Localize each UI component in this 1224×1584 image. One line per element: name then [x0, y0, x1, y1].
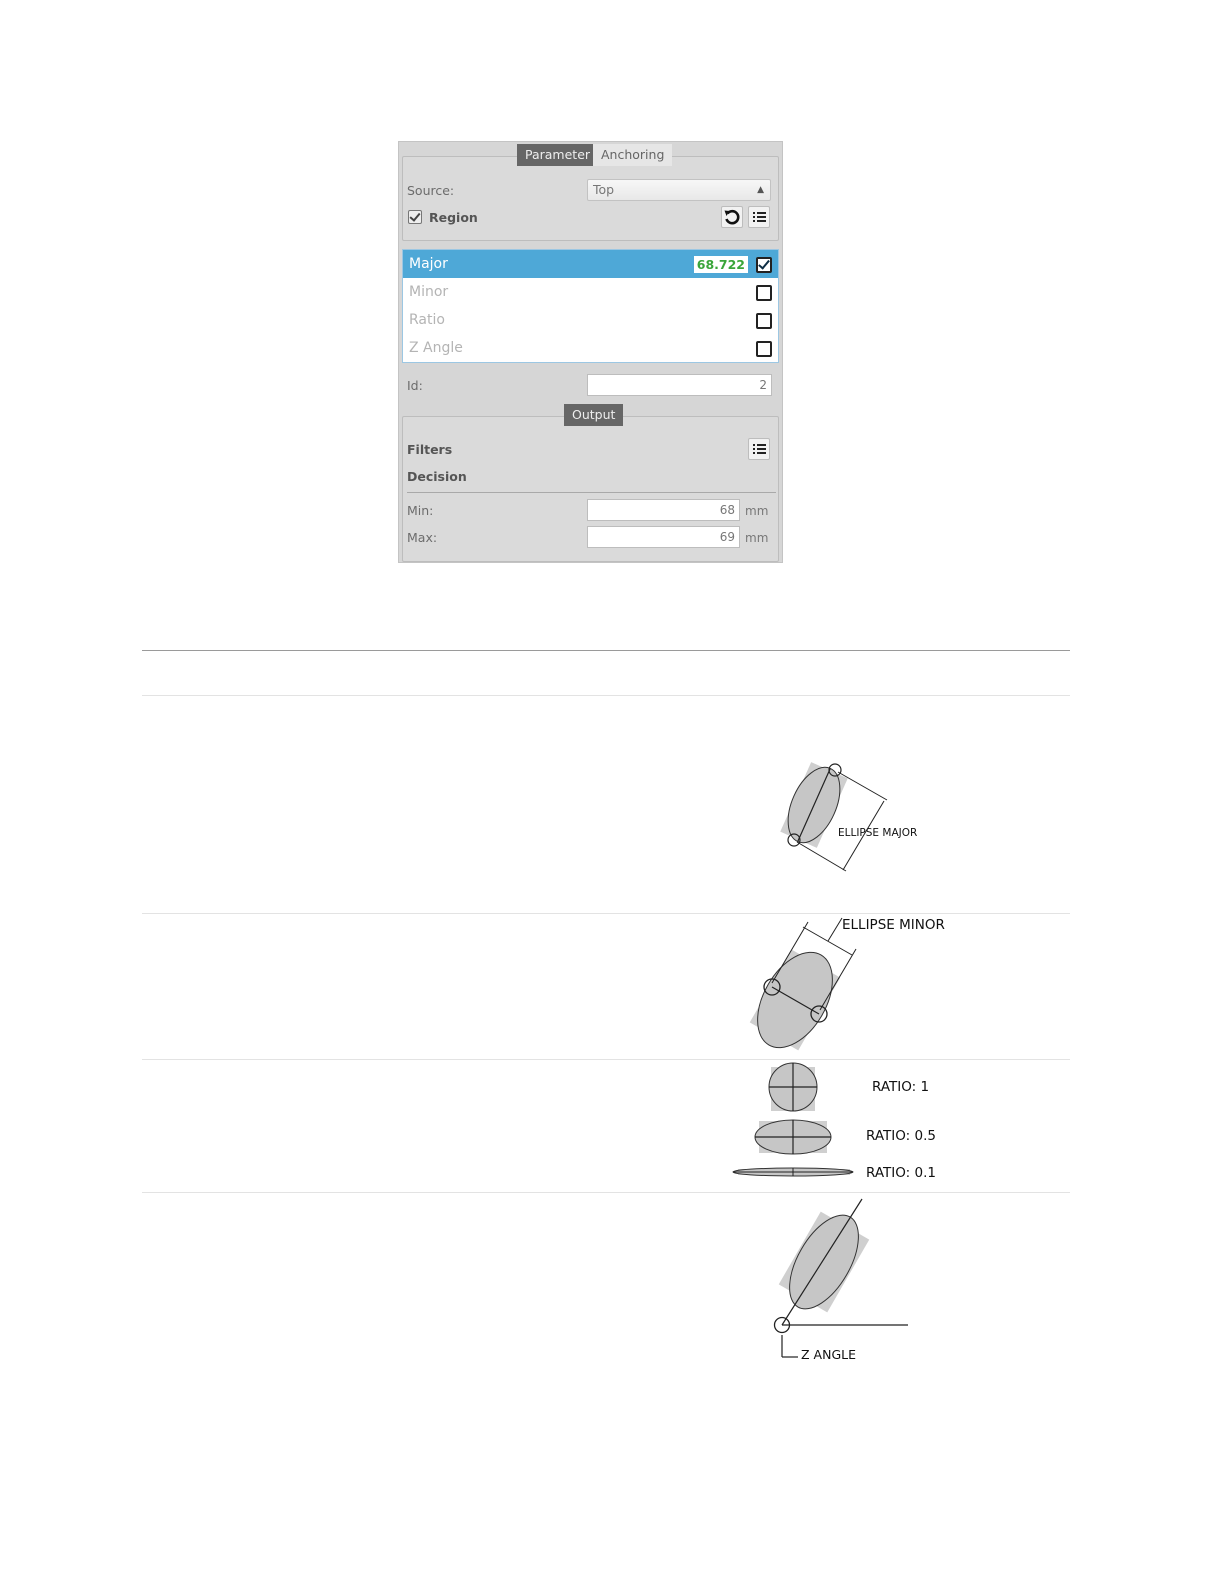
source-value: Top: [593, 182, 615, 197]
ratio-0-1-label: RATIO: 0.1: [866, 1165, 936, 1181]
ellipse-major-diagram: [778, 760, 918, 871]
decision-label: Decision: [407, 469, 467, 484]
tab-parameter[interactable]: Parameter: [517, 144, 598, 166]
id-input[interactable]: 2: [587, 374, 772, 396]
source-label: Source:: [407, 183, 455, 198]
measurement-value: 68.722: [694, 256, 748, 273]
min-input[interactable]: 68: [587, 499, 740, 521]
region-label: Region: [429, 210, 478, 225]
measurement-label: Major: [409, 256, 448, 272]
tab-output[interactable]: Output: [564, 404, 623, 426]
max-label: Max:: [407, 530, 438, 545]
tab-anchoring[interactable]: Anchoring: [593, 144, 672, 166]
ratio-1-label: RATIO: 1: [872, 1079, 930, 1095]
min-label: Min:: [407, 503, 434, 518]
select-arrows-icon: ▲: [757, 185, 764, 195]
z-angle-diagram: [774, 1199, 908, 1362]
ellipse-major-label: ELLIPSE MAJOR: [838, 827, 918, 839]
measurement-label: Z Angle: [409, 340, 463, 356]
measurement-label: Minor: [409, 284, 449, 300]
ellipse-minor-diagram: [742, 917, 945, 1061]
filters-label: Filters: [407, 442, 453, 457]
ratio-diagram: [733, 1063, 936, 1181]
id-label: Id:: [407, 378, 423, 393]
z-angle-label: Z ANGLE: [801, 1347, 856, 1362]
ratio-0-5-label: RATIO: 0.5: [866, 1128, 936, 1144]
ellipse-minor-label: ELLIPSE MINOR: [842, 917, 945, 933]
measurement-label: Ratio: [409, 312, 445, 328]
max-input[interactable]: 69: [587, 526, 740, 548]
min-unit: mm: [745, 504, 769, 518]
max-unit: mm: [745, 531, 769, 545]
